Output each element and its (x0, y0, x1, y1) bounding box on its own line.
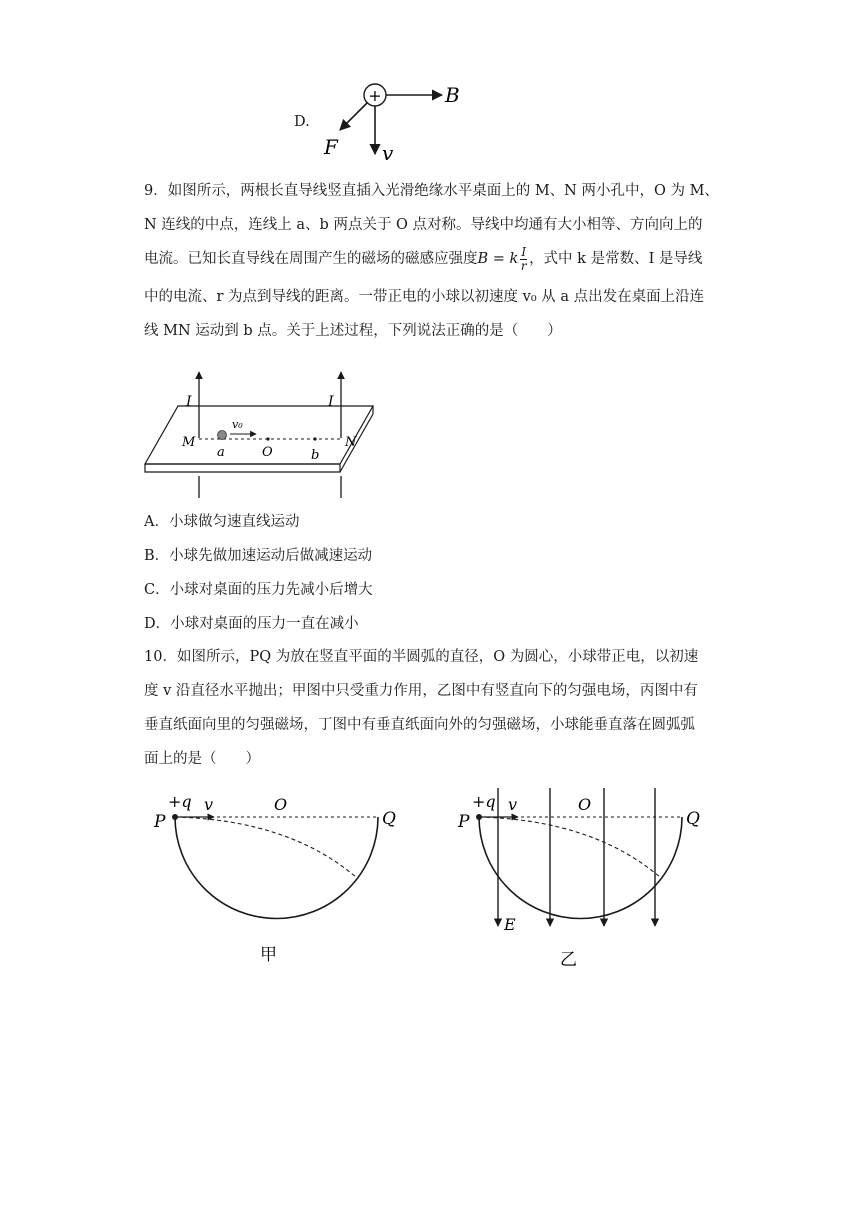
fig-yi (454, 784, 714, 980)
option-d-figure (320, 76, 470, 166)
q-label: +q (168, 792, 192, 811)
q9-line-2: N 连线的中点，连线上 a、b 两点关于 O 点对称。导线中均通有大小相等、方向向上的 (144, 217, 703, 233)
formula-lhs: B = k (477, 251, 519, 267)
q9-line-5: 线 MN 运动到 b 点。关于上述过程，下列说法正确的是（ ） (144, 323, 562, 339)
trajectory (175, 817, 357, 878)
o-label: O (262, 445, 273, 460)
formula-fraction (520, 246, 527, 273)
q10-line-1: 10．如图所示，PQ 为放在竖直平面的半圆弧的直径，O 为圆心，小球带正电，以初速 (144, 649, 699, 665)
fig-jia (150, 790, 410, 980)
table-top (145, 406, 373, 464)
o-label: O (578, 795, 592, 814)
v0-label: v₀ (232, 418, 243, 431)
option-d-label: D. (294, 114, 310, 130)
q9-option-c[interactable]: C．小球对桌面的压力先减小后增大 (144, 582, 373, 598)
right-current-label: I (328, 394, 334, 410)
v-label: v (508, 795, 518, 814)
charge-dot (476, 814, 482, 820)
q9-line-3 (144, 242, 716, 276)
e-label: E (504, 915, 516, 934)
n-label: N (345, 435, 357, 450)
q9-stem (144, 174, 719, 348)
formula-den: r (520, 258, 527, 273)
a-label: a (217, 445, 225, 460)
v-label: v (204, 795, 214, 814)
q-point-label: Q (382, 809, 396, 829)
q9-option-a[interactable]: A．小球做匀速直线运动 (144, 514, 300, 530)
q-label: +q (472, 792, 496, 811)
q9-line-1: 9．如图所示，两根长直导线竖直插入光滑绝缘水平桌面上的 M、N 两小孔中，O 为 M、 (144, 183, 719, 199)
q9-option-b[interactable]: B．小球先做加速运动后做减速运动 (144, 548, 373, 564)
f-label: F (324, 135, 338, 159)
q10-line-3: 垂直纸面向里的匀强磁场，丁图中有垂直纸面向外的匀强磁场，小球能垂直落在圆弧弧 (144, 717, 695, 733)
ball (218, 431, 227, 440)
m-label: M (182, 435, 196, 450)
table-edge (145, 464, 340, 472)
q9-option-d[interactable]: D．小球对桌面的压力一直在减小 (144, 616, 359, 632)
q9-line-3b: ，式中 k 是常数、I 是导线 (529, 251, 703, 267)
charge-plus: + (368, 86, 382, 105)
q10-stem (144, 640, 716, 776)
caption-jia: 甲 (260, 945, 277, 965)
point-o (266, 437, 269, 440)
q10-line-2: 度 v 沿直径水平抛出；甲图中只受重力作用，乙图中有竖直向下的匀强电场，丙图中有 (144, 683, 698, 699)
charge-dot (172, 814, 178, 820)
q10-line-4: 面上的是（ ） (144, 751, 260, 767)
v-label: v (382, 141, 394, 165)
semicircle-arc (175, 817, 378, 919)
p-label: P (154, 812, 166, 832)
o-label: O (274, 795, 288, 814)
p-label: P (458, 812, 470, 832)
q-point-label: Q (686, 809, 700, 829)
semicircle-arc (479, 817, 682, 919)
b-label: B (445, 83, 460, 107)
left-current-label: I (186, 394, 192, 410)
q9-line-4: 中的电流、r 为点到导线的距离。一带正电的小球以初速度 v₀ 从 a 点出发在桌面上沿连 (144, 289, 705, 305)
q9-line-3a: 电流。已知长直导线在周围产生的磁场的磁感应强度 (144, 251, 478, 267)
q9-figure (140, 366, 380, 502)
b-point-label: b (311, 448, 320, 463)
trajectory (479, 817, 661, 878)
f-arrow (340, 103, 367, 130)
formula-num: I (521, 244, 527, 259)
point-b (313, 437, 316, 440)
caption-yi: 乙 (560, 950, 577, 970)
